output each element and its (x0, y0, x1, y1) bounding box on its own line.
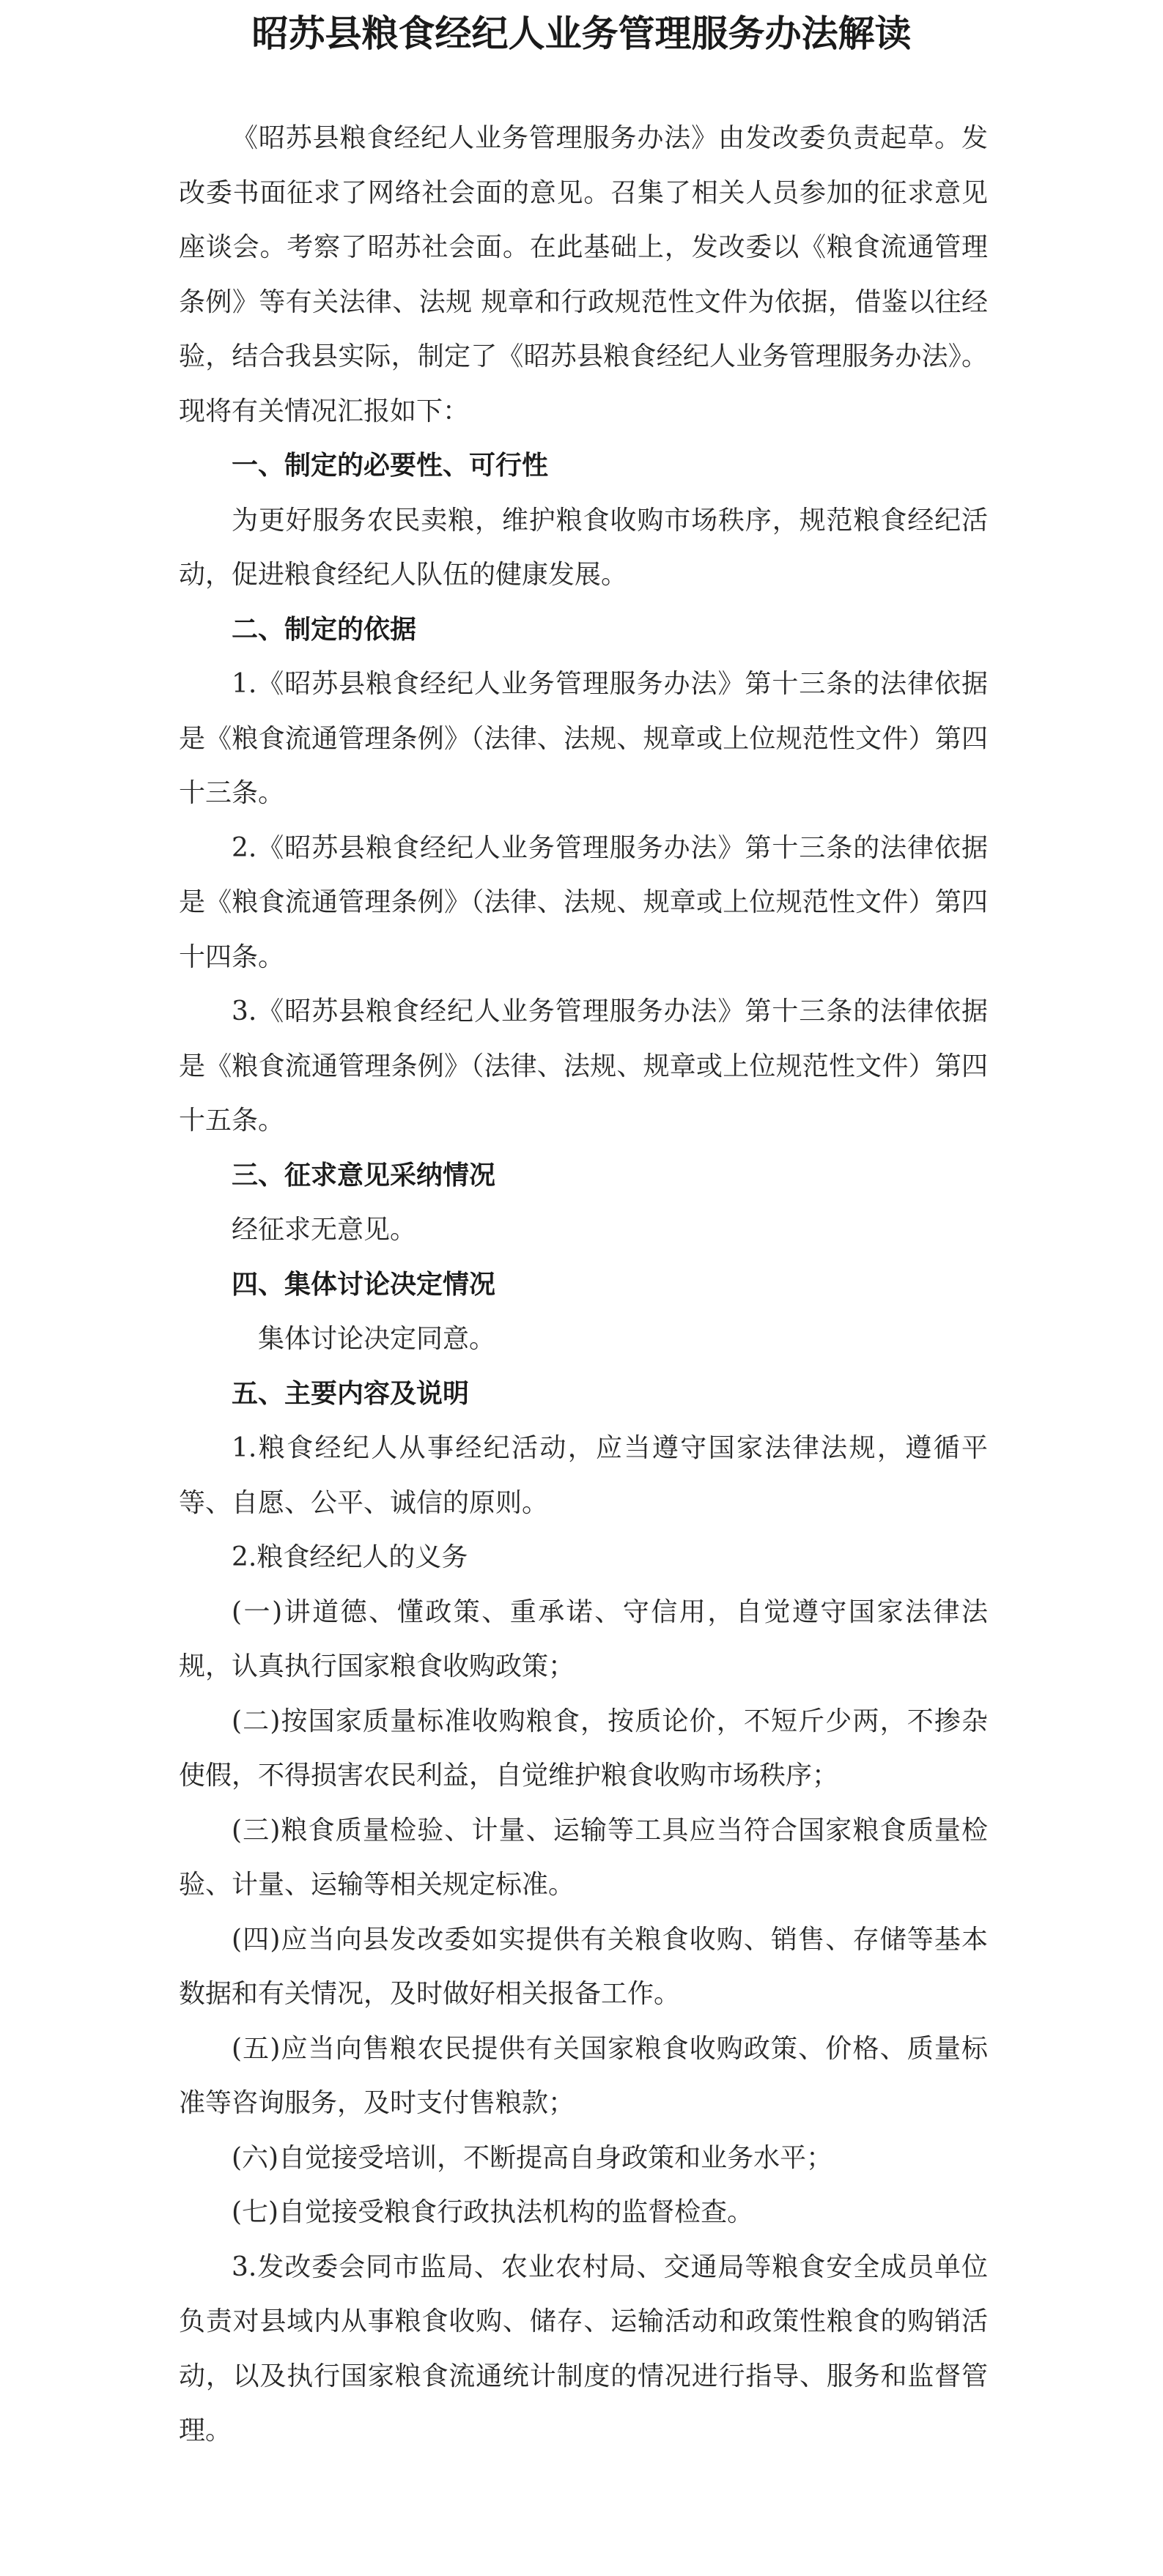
body-paragraph: 经征求无意见。 (232, 1215, 417, 1245)
body-paragraph: 3.《昭苏县粮食经纪人业务管理服务办法》第十三条的法律依据是《粮食流通管理条例》（法律、法规、规章或上位规范性文件）第四十五条。 (179, 996, 988, 1136)
body-paragraph: 为更好服务农民卖粮，维护粮食收购市场秩序，规范粮食经纪活动，促进粮食经纪人队伍的健康发展。 (179, 505, 988, 590)
document-title: 昭苏县粮食经纪人业务管理服务办法解读 (251, 12, 912, 55)
section-heading: 二、制定的依据 (232, 614, 417, 645)
body-paragraph: (三)粮食质量检验、计量、运输等工具应当符合国家粮食质量检验、计量、运输等相关规定标准。 (179, 1815, 988, 1900)
document-body (179, 111, 988, 2459)
body-paragraph: (四)应当向县发改委如实提供有关粮食收购、销售、存储等基本数据和有关情况，及时做好相关报备工作。 (179, 1924, 988, 2009)
body-paragraph: (一)讲道德、懂政策、重承诺、守信用，自觉遵守国家法律法规，认真执行国家粮食收购政策； (179, 1596, 988, 1681)
body-paragraph: 集体讨论决定同意。 (258, 1324, 496, 1354)
section-heading: 三、征求意见采纳情况 (232, 1160, 496, 1191)
body-paragraph: (六)自觉接受培训，不断提高自身政策和业务水平； (232, 2142, 833, 2173)
body-paragraph: (七)自觉接受粮食行政执法机构的监督检查。 (232, 2197, 754, 2227)
section-heading: 四、集体讨论决定情况 (232, 1269, 496, 1300)
section-heading: 一、制定的必要性、可行性 (232, 451, 549, 481)
body-paragraph: (五)应当向售粮农民提供有关国家粮食收购政策、价格、质量标准等咨询服务，及时支付售粮款； (179, 2033, 988, 2118)
body-paragraph: (二)按国家质量标准收购粮食，按质论价，不短斤少两，不掺杂使假，不得损害农民利益，自觉维护粮食收购市场秩序； (179, 1706, 988, 1791)
body-paragraph: 2.《昭苏县粮食经纪人业务管理服务办法》第十三条的法律依据是《粮食流通管理条例》（法律、法规、规章或上位规范性文件）第四十四条。 (179, 832, 988, 972)
body-paragraph: 2.粮食经纪人的义务 (232, 1542, 468, 1572)
body-paragraph: 3.发改委会同市监局、农业农村局、交通局等粮食安全成员单位负责对县域内从事粮食收购、储存、运输活动和政策性粮食的购销活动，以及执行国家粮食流通统计制度的情况进行指导、服务和监督管理。 (179, 2251, 988, 2446)
section-heading: 五、主要内容及说明 (232, 1378, 470, 1409)
body-paragraph: 《昭苏县粮食经纪人业务管理服务办法》由发改委负责起草。发改委书面征求了网络社会面的意见。召集了相关人员参加的征求意见座谈会。考察了昭苏社会面。在此基础上，发改委以《粮食流通管理条例》等有关法律、法规 规章和行政规范性文件为依据，借鉴以往经验，结合我县实际，制定了《昭苏县粮食经纪人业务管理服务办法》。现将有关情况汇报如下： (179, 123, 988, 426)
body-paragraph: 1.《昭苏县粮食经纪人业务管理服务办法》第十三条的法律依据是《粮食流通管理条例》（法律、法规、规章或上位规范性文件）第四十三条。 (179, 669, 988, 808)
body-paragraph: 1.粮食经纪人从事经纪活动，应当遵守国家法律法规，遵循平等、自愿、公平、诚信的原则。 (179, 1433, 988, 1518)
